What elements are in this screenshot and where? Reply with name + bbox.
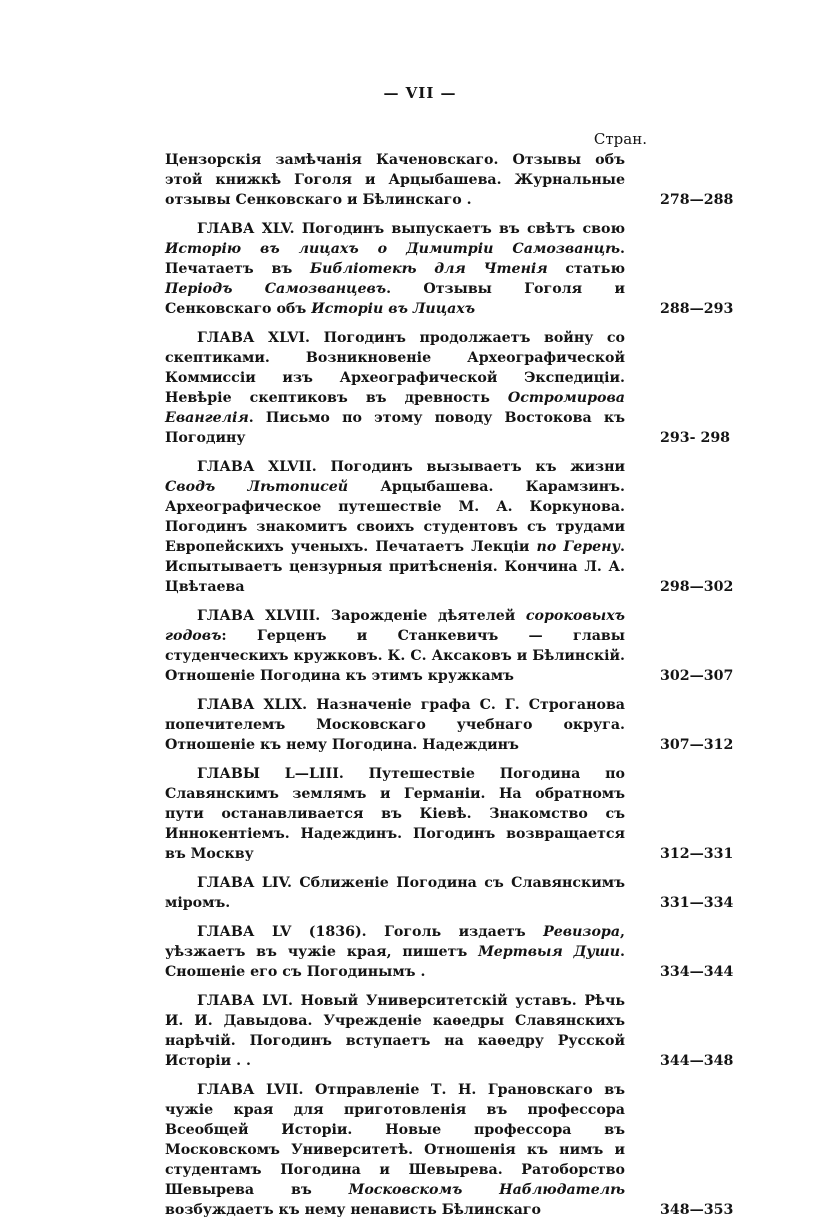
chapter-heading: ГЛАВА XLVIII.: [197, 608, 321, 624]
entry-text: [165, 457, 625, 597]
entry-title-italic: Сводъ Лѣтописей: [165, 479, 349, 495]
chapter-heading: ГЛАВЫ L—LIII.: [197, 766, 344, 782]
entry-text: [165, 873, 625, 913]
entry-text-segment: . Печатаетъ въ: [165, 241, 625, 277]
entry-text: [165, 606, 625, 686]
entry-text-segment: Отправленіе Т. Н. Грановскаго въ чужіе края для приготовленія въ профессора Всеобщей Исторіи. Новые профессора въ Московскомъ Университетѣ. Отношенія къ нимъ и студентамъ Погодина и Шевырева. Ратоборство Шевырева въ: [165, 1082, 625, 1198]
chapter-heading: ГЛАВА XLV.: [197, 221, 295, 237]
entry-text-segment: Зарожденіе дѣятелей: [320, 608, 526, 624]
toc-entry: [165, 1080, 734, 1220]
entry-text-segment: Новый Университетскій уставъ. Рѣчь И. И. Давыдова. Учрежденіе каѳедры Славянскихъ нарѣчій. Погодинъ вступаетъ на каѳедру Русской Исторіи . .: [165, 993, 625, 1069]
entry-text-segment: Цензорскія замѣчанія Каченовскаго. Отзывы объ этой книжкѣ Гоголя и Арцыбашева. Журнальные отзывы Сенковскаго и Бѣлинскаго .: [165, 152, 625, 208]
entry-text-segment: статью: [547, 261, 625, 277]
entry-text-segment: Назначеніе графа С. Г. Строганова попечителемъ Московскаго учебнаго округа. Отношеніе къ нему Погодина. Надеждинъ: [165, 697, 625, 753]
entry-page-range: 298—302: [660, 579, 734, 595]
entry-text: [165, 1080, 625, 1220]
toc-entry: [165, 328, 731, 448]
entry-text-segment: Сближеніе Погодина съ Славянскимъ міромъ.: [165, 875, 625, 911]
entry-text-segment: : Герценъ и Станкевичъ — главы студенческихъ кружковъ. К. С. Аксаковъ и Бѣлинскій. Отношеніе Погодина къ этимъ кружкамъ: [165, 628, 625, 684]
entry-title-italic: Остромирова Евангелія: [165, 390, 625, 426]
entry-title-italic: Періодъ Самозванцевъ: [165, 281, 387, 297]
entry-title-italic: Мертвыя Души: [478, 944, 621, 960]
entry-page-range: 312—331: [660, 846, 734, 862]
entry-title-italic: Ревизора: [543, 924, 621, 940]
toc-entry: [165, 219, 734, 319]
entry-page-range: 293- 298: [660, 430, 731, 446]
entry-text-segment: . Испытываетъ цензурныя притѣсненія. Кончина Л. А. Цвѣтаева: [165, 539, 625, 595]
entry-text: [165, 219, 625, 319]
entry-title-italic: Исторіи въ Лицахъ: [311, 301, 476, 317]
toc-entry: [165, 991, 734, 1071]
page-number: — VII —: [383, 84, 457, 102]
chapter-heading: ГЛАВА XLVI.: [197, 330, 310, 346]
chapter-heading: ГЛАВА LVII.: [197, 1082, 304, 1098]
toc-entry: [165, 764, 734, 864]
entry-text-segment: . Сношеніе его съ Погодинымъ .: [165, 944, 625, 980]
entry-text: [165, 991, 625, 1071]
toc-entry: [165, 457, 734, 597]
entry-text: [165, 764, 625, 864]
entry-text: [165, 150, 625, 210]
entry-title-italic: Исторію въ лицахъ о Димитріи Самозванцѣ: [165, 241, 621, 257]
entry-title-italic: Библіотекѣ для Чтенія: [310, 261, 548, 277]
entry-page-range: 334—344: [660, 964, 734, 980]
chapter-heading: ГЛАВА XLVII.: [197, 459, 317, 475]
entry-text-segment: Путешествіе Погодина по Славянскимъ землямъ и Германіи. На обратномъ пути останавливается въ Кіевѣ. Знакомство съ Иннокентіемъ. Надеждинъ. Погодинъ возвращается въ Москву: [165, 766, 625, 862]
chapter-heading: ГЛАВА LIV.: [197, 875, 292, 891]
entry-page-range: 348—353: [660, 1202, 734, 1218]
toc-entry: [165, 150, 734, 210]
entry-page-range: 278—288: [660, 192, 734, 208]
toc-entry: [165, 695, 734, 755]
toc-entry: [165, 922, 734, 982]
entry-title-italic: сороковыхъ годовъ: [165, 608, 625, 644]
entry-text-segment: , уѣзжаетъ въ чужіе края, пишетъ: [165, 924, 625, 960]
table-of-contents: [165, 150, 734, 1229]
entry-text-segment: (1836). Гоголь издаетъ: [291, 924, 544, 940]
entry-page-range: 288—293: [660, 301, 734, 317]
entry-page-range: 302—307: [660, 668, 734, 684]
toc-entry: [165, 606, 734, 686]
entry-text-segment: . Отзывы Гоголя и Сенковскаго объ: [165, 281, 625, 317]
entry-title-italic: Московскомъ Наблюдателѣ: [348, 1182, 625, 1198]
toc-entry: [165, 873, 734, 913]
entry-text: [165, 922, 625, 982]
entry-title-italic: по Герену: [536, 539, 621, 555]
entry-page-range: 307—312: [660, 737, 734, 753]
entry-text-segment: возбуждаетъ къ нему ненависть Бѣлинскаго: [165, 1202, 541, 1218]
entry-text-segment: Погодинъ выпускаетъ въ свѣтъ свою: [294, 221, 625, 237]
chapter-heading: ГЛАВА LV: [197, 924, 292, 940]
pages-column-label: Стран.: [593, 130, 647, 148]
entry-page-range: 344—348: [660, 1053, 734, 1069]
chapter-heading: ГЛАВА LVI.: [197, 993, 293, 1009]
entry-text: [165, 695, 625, 755]
entry-text-segment: . Письмо по этому поводу Востокова къ Погодину: [165, 410, 625, 446]
entry-text: [165, 328, 625, 448]
entry-page-range: 331—334: [660, 895, 734, 911]
entry-text-segment: Погодинъ продолжаетъ войну со скептиками. Возникновеніе Археографической Коммиссіи изъ Археографической Экспедиціи. Невѣріе скептиковъ въ древность: [165, 330, 626, 406]
entry-text-segment: Арцыбашева. Карамзинъ. Археографическое путешествіе М. А. Коркунова. Погодинъ знакомитъ своихъ студентовъ съ трудами Европейскихъ ученыхъ. Печатаетъ Лекціи: [165, 479, 625, 555]
entry-text-segment: Погодинъ вызываетъ къ жизни: [316, 459, 625, 475]
chapter-heading: ГЛАВА XLIX.: [197, 697, 308, 713]
